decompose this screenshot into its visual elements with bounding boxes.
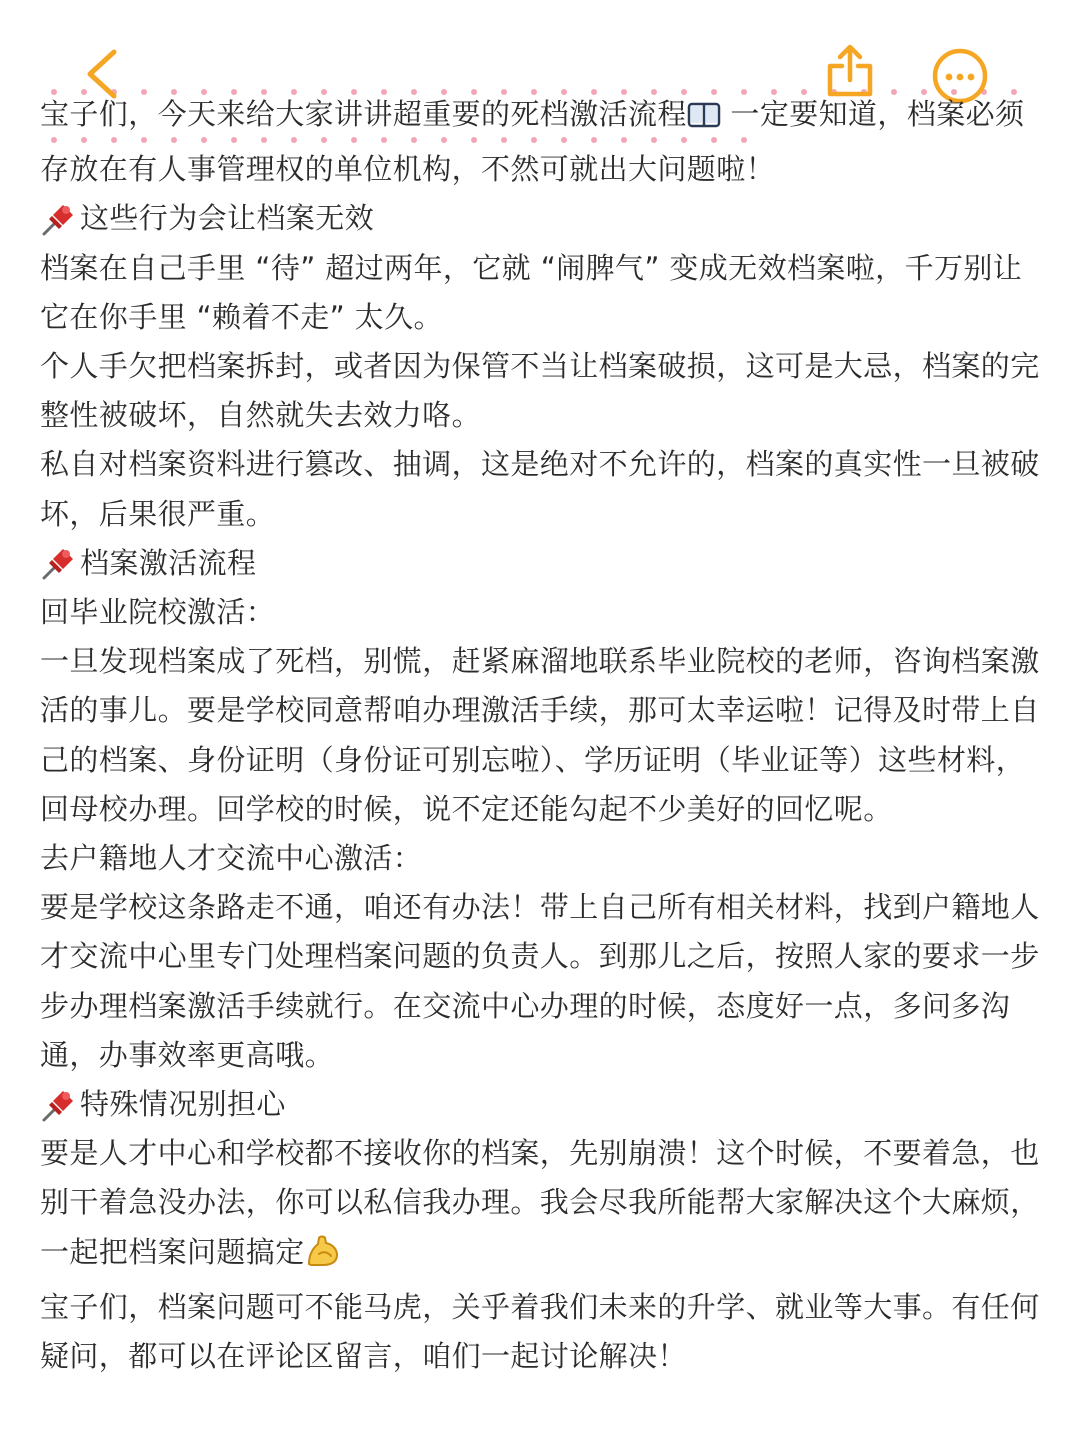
closing-paragraph: 宝子们，档案问题可不能马虎，关乎着我们未来的升学、就业等大事。有任何疑问，都可以在评论区留言，咱们一起讨论解决！	[40, 1289, 1040, 1374]
section1-paragraph-2: 个人手欠把档案拆封，或者因为保管不当让档案破损，这可是大忌，档案的完整性被破坏，自然就失去效力咯。	[40, 349, 1040, 433]
intro-paragraph	[40, 90, 1040, 194]
intro-text-part1: 宝子们，今天来给大家讲讲超重要的死档激活流程	[40, 97, 687, 131]
pushpin-icon	[40, 200, 78, 238]
section-heading-activation-process	[40, 539, 1040, 588]
section1-paragraph-3: 私自对档案资料进行篡改、抽调，这是绝对不允许的，档案的真实性一旦被破坏，后果很严重。	[40, 447, 1040, 531]
section2-paragraph-2: 要是学校这条路走不通，咱还有办法！带上自己所有相关材料，找到户籍地人才交流中心里专门处理档案问题的负责人。到那儿之后，按照人家的要求一步步办理档案激活手续就行。在交流中心办理的时候，态度好一点，多问多沟通，办事效率更高哦。	[40, 890, 1040, 1072]
open-book-icon	[687, 96, 721, 145]
section3-paragraph-1	[40, 1129, 1040, 1283]
section-heading-special-cases	[40, 1080, 1040, 1129]
section2-title: 档案激活流程	[80, 545, 257, 580]
section1-title: 这些行为会让档案无效	[80, 201, 375, 236]
section2-subheading-talent-center: 去户籍地人才交流中心激活：	[40, 841, 423, 876]
intro-text-part2: 一定要知道，档案必须存放在有人事管理权的单位机构，不然可就出大问题啦！	[40, 97, 1025, 187]
section-heading-invalid-behaviors	[40, 194, 1040, 243]
section3-title: 特殊情况别担心	[80, 1087, 286, 1122]
pushpin-icon	[40, 544, 78, 582]
section2-subheading-school: 回毕业院校激活：	[40, 595, 276, 630]
section2-paragraph-1: 一旦发现档案成了死档，别慌，赶紧麻溜地联系毕业院校的老师，咨询档案激活的事儿。要是学校同意帮咱办理激活手续，那可太幸运啦！记得及时带上自己的档案、身份证明（身份证可别忘啦）、学历证明（毕业证等）这些材料，回母校办理。回学校的时候，说不定还能勾起不少美好的回忆呢。	[40, 644, 1040, 826]
pushpin-icon	[40, 1086, 78, 1124]
article-body	[40, 90, 1040, 1381]
flexed-biceps-icon	[305, 1234, 341, 1283]
section3-text: 要是人才中心和学校都不接收你的档案，先别崩溃！这个时候，不要着急，也别干着急没办法，你可以私信我办理。我会尽我所能帮大家解决这个大麻烦，一起把档案问题搞定	[40, 1136, 1040, 1269]
section1-paragraph-1: 档案在自己手里 “待” 超过两年，它就 “闹脾气” 变成无效档案啦，千万别让它在你手里 “赖着不走” 太久。	[40, 250, 1023, 334]
